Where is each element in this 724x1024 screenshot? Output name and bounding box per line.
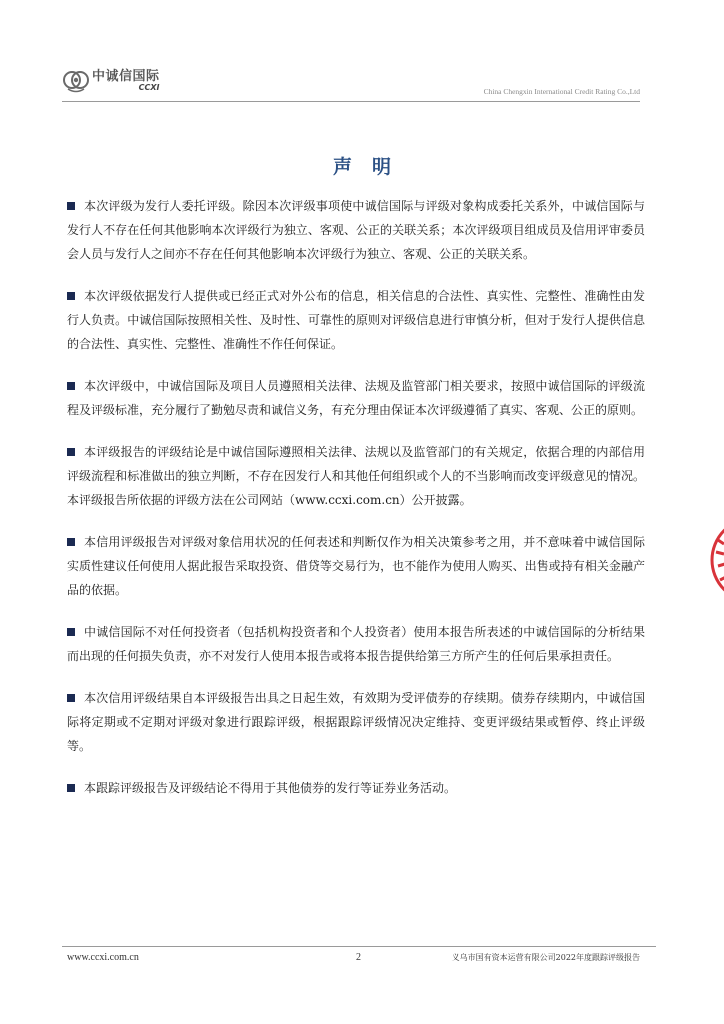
statement-paragraph bbox=[67, 776, 645, 800]
square-bullet-icon bbox=[67, 784, 75, 792]
paragraph-text: 本跟踪评级报告及评级结论不得用于其他债券的发行等证券业务活动。 bbox=[84, 781, 457, 795]
ccxi-logo-icon bbox=[62, 68, 90, 94]
logo-chinese-name: 中诚信国际 bbox=[92, 69, 160, 84]
footer-website: www.ccxi.com.cn bbox=[67, 952, 139, 963]
statement-list bbox=[67, 194, 645, 818]
paragraph-text: 本次评级依据发行人提供或已经正式对外公布的信息，相关信息的合法性、真实性、完整性、准确性由发行人负责。中诚信国际按照相关性、及时性、可靠性的原则对评级信息进行审慎分析，但对于发行人提供信息的合法性、真实性、完整性、准确性不作任何保证。 bbox=[67, 289, 645, 351]
paragraph-text: 本次评级中，中诚信国际及项目人员遵照相关法律、法规及监管部门相关要求，按照中诚信国际的评级流程及评级标准，充分履行了勤勉尽责和诚信义务，有充分理由保证本次评级遵循了真实、客观、公正的原则。 bbox=[67, 379, 645, 417]
statement-paragraph bbox=[67, 620, 645, 668]
page-title: 声明 bbox=[332, 156, 411, 178]
statement-paragraph bbox=[67, 284, 645, 356]
company-english-name: China Chengxin International Credit Rating Co.,Ltd bbox=[483, 87, 640, 96]
page-number: 2 bbox=[356, 952, 361, 963]
red-seal-stamp bbox=[704, 510, 724, 610]
footer-divider bbox=[62, 946, 656, 947]
statement-paragraph bbox=[67, 194, 645, 266]
square-bullet-icon bbox=[67, 202, 75, 210]
paragraph-text: 本评级报告的评级结论是中诚信国际遵照相关法律、法规以及监管部门的有关规定，依据合理的内部信用评级流程和标准做出的独立判断，不存在因发行人和其他任何组织或个人的不当影响而改变评级意见的情况。本评级报告所依据的评级方法在公司网站（www.ccxi.com.cn）公开披露。 bbox=[67, 445, 645, 507]
header-divider bbox=[62, 101, 640, 102]
logo-english-name: CCXI bbox=[138, 83, 160, 92]
page-header bbox=[62, 68, 640, 98]
square-bullet-icon bbox=[67, 448, 75, 456]
paragraph-text: 中诚信国际不对任何投资者（包括机构投资者和个人投资者）使用本报告所表述的中诚信国际的分析结果而出现的任何损失负责，亦不对发行人使用本报告或将本报告提供给第三方所产生的任何后果承担责任。 bbox=[67, 625, 645, 663]
statement-paragraph bbox=[67, 440, 645, 512]
statement-paragraph bbox=[67, 374, 645, 422]
square-bullet-icon bbox=[67, 382, 75, 390]
company-logo bbox=[62, 68, 160, 94]
statement-paragraph bbox=[67, 686, 645, 758]
paragraph-text: 本信用评级报告对评级对象信用状况的任何表述和判断仅作为相关决策参考之用，并不意味着中诚信国际实质性建议任何使用人据此报告采取投资、借贷等交易行为，也不能作为使用人购买、出售或持有相关金融产品的依据。 bbox=[67, 535, 645, 597]
statement-paragraph bbox=[67, 530, 645, 602]
square-bullet-icon bbox=[67, 628, 75, 636]
square-bullet-icon bbox=[67, 538, 75, 546]
footer-report-title: 义乌市国有资本运营有限公司2022年度跟踪评级报告 bbox=[451, 953, 640, 962]
paragraph-text: 本次信用评级结果自本评级报告出具之日起生效，有效期为受评债券的存续期。债券存续期内，中诚信国际将定期或不定期对评级对象进行跟踪评级，根据跟踪评级情况决定维持、变更评级结果或暂停、终止评级等。 bbox=[67, 691, 645, 753]
square-bullet-icon bbox=[67, 292, 75, 300]
paragraph-text: 本次评级为发行人委托评级。除因本次评级事项使中诚信国际与评级对象构成委托关系外，中诚信国际与发行人不存在任何其他影响本次评级行为独立、客观、公正的关联关系；本次评级项目组成员及信用评审委员会人员与发行人之间亦不存在任何其他影响本次评级行为独立、客观、公正的关联关系。 bbox=[67, 199, 645, 261]
square-bullet-icon bbox=[67, 694, 75, 702]
